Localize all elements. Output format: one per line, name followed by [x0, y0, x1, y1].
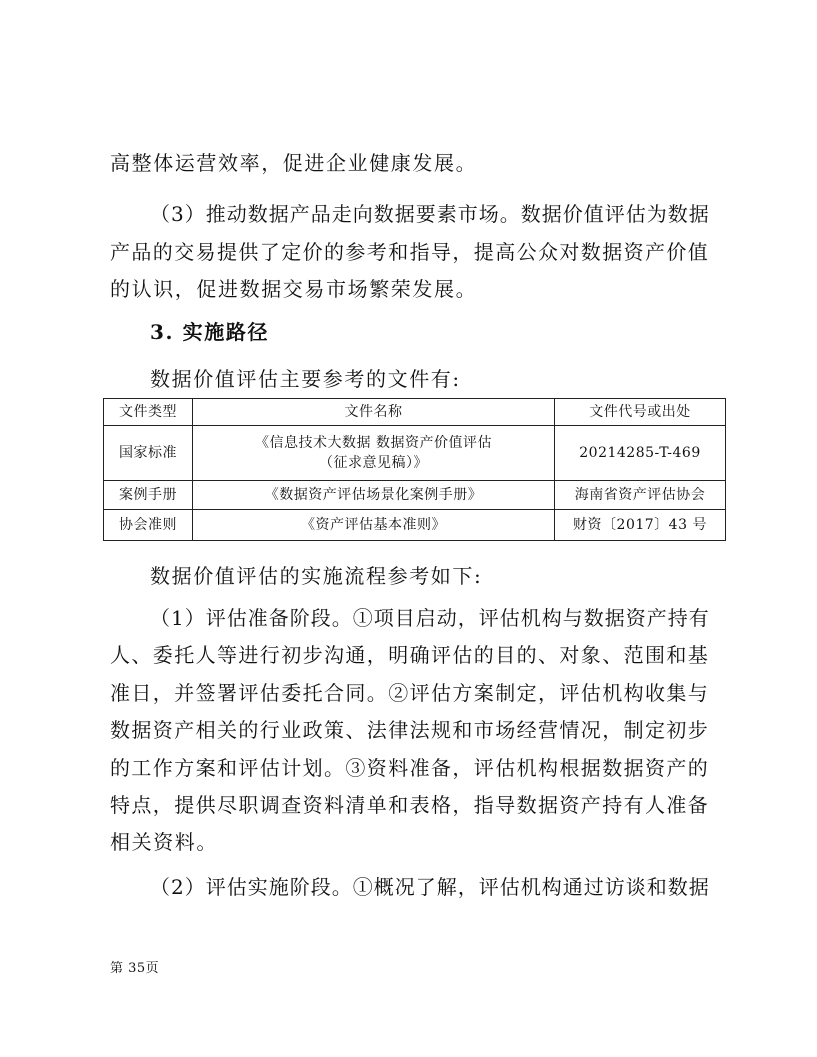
- reference-documents-table: [103, 398, 726, 541]
- paragraph-line: 特点，提供尽职调查资料清单和表格，指导数据资产持有人准备: [110, 793, 710, 817]
- paragraph-line: 产品的交易提供了定价的参考和指导，提高公众对数据资产价值: [110, 240, 710, 264]
- table-row: [104, 510, 726, 541]
- table-cell: 案例手册: [104, 481, 193, 510]
- table-header-cell: 文件名称: [193, 399, 555, 426]
- section-heading: 3. 实施路径: [150, 320, 270, 344]
- table-header-cell: 文件类型: [104, 399, 193, 426]
- table-row: [104, 481, 726, 510]
- table-cell: 国家标准: [104, 426, 193, 481]
- table-intro: 数据价值评估主要参考的文件有:: [150, 367, 461, 391]
- paragraph-line: 的工作方案和评估计划。③资料准备，评估机构根据数据资产的: [110, 756, 710, 780]
- table-cell: 海南省资产评估协会: [555, 481, 726, 510]
- process-intro: 数据价值评估的实施流程参考如下:: [150, 564, 483, 588]
- page-number: 第 35页: [110, 961, 160, 976]
- paragraph-line: 高整体运营效率，促进企业健康发展。: [110, 151, 478, 175]
- table-header-row: [104, 399, 726, 426]
- paragraph-line: （3）推动数据产品走向数据要素市场。数据价值评估为数据: [150, 202, 710, 226]
- paragraph-line: （1）评估准备阶段。①项目启动，评估机构与数据资产持有: [150, 606, 710, 630]
- paragraph-line: 数据资产相关的行业政策、法律法规和市场经营情况，制定初步: [110, 718, 710, 742]
- table-row: [104, 426, 726, 481]
- paragraph-line: 的认识，促进数据交易市场繁荣发展。: [110, 277, 478, 301]
- table-cell-line: （征求意见稿）》: [319, 455, 428, 471]
- paragraph-line: （2）评估实施阶段。①概况了解，评估机构通过访谈和数据: [150, 875, 710, 899]
- table-cell: 《数据资产评估场景化案例手册》: [193, 481, 555, 510]
- table-cell: 协会准则: [104, 510, 193, 541]
- paragraph-line: 相关资料。: [110, 830, 218, 854]
- table-cell-line: 《信息技术大数据 数据资产价值评估: [255, 435, 492, 451]
- table-cell: 20214285-T-469: [555, 426, 726, 481]
- table-cell: 《资产评估基本准则》: [193, 510, 555, 541]
- table-cell: 财资〔2017〕43 号: [555, 510, 726, 541]
- paragraph-line: 人、委托人等进行初步沟通，明确评估的目的、对象、范围和基: [110, 643, 710, 667]
- table-header-cell: 文件代号或出处: [555, 399, 726, 426]
- table-cell: [193, 426, 555, 481]
- paragraph-line: 准日，并签署评估委托合同。②评估方案制定，评估机构收集与: [110, 681, 710, 705]
